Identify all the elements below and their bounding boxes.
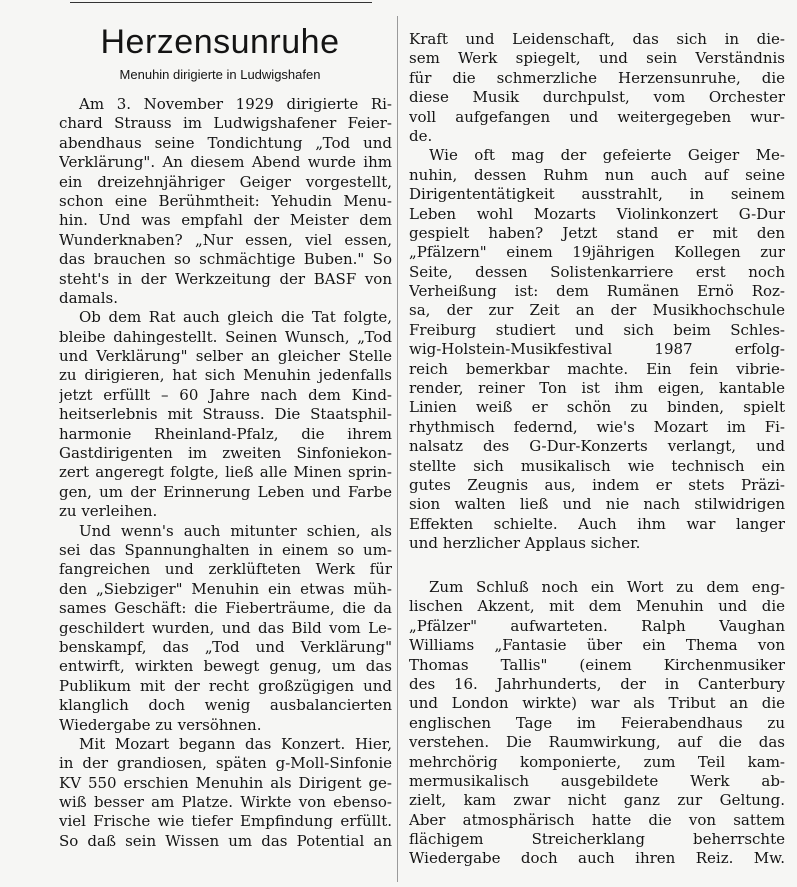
text-line: de. xyxy=(409,126,433,145)
text-line: zert angeregt folgte, ließ alle Minen sprin- xyxy=(59,463,392,482)
text-line: fangreichen und zerklüfteten Werk für xyxy=(59,560,392,579)
text-line: und herzlicher Applaus sicher. xyxy=(409,534,641,553)
subheadline: Menuhin dirigierte in Ludwigshafen xyxy=(119,67,321,82)
text-line: mehrchörig komponierte, zum Teil kam- xyxy=(409,752,785,771)
text-line: gen, um der Erinnerung Leben und Farbe xyxy=(59,482,392,501)
text-line: Publikum mit der recht großzügigen und xyxy=(59,676,392,695)
text-line: So daß sein Wissen um das Potential an xyxy=(59,831,392,850)
left-column-text xyxy=(59,95,392,851)
text-line: rhythmisch federnd, wie's Mozart im Fi- xyxy=(409,417,785,436)
text-line: Gastdirigenten im zweiten Sinfoniekon- xyxy=(59,444,392,463)
text-line: für die schmerzliche Herzensunruhe, die xyxy=(409,68,785,87)
text-line: benskampf, das „Tod und Verklärung" xyxy=(59,637,392,656)
text-line: chard Strauss im Ludwigshafener Feier- xyxy=(59,114,392,133)
text-line: viel Frische wie tiefer Empfindung erfüllt. xyxy=(59,812,392,831)
text-line: geschildert wurden, und das Bild vom Le- xyxy=(59,618,392,637)
right-column-text-bottom xyxy=(409,578,785,869)
text-line: sa, der zur Zeit an der Musikhochschule xyxy=(409,301,785,320)
text-line: render, reiner Ton ist ihm eigen, kantable xyxy=(409,379,785,398)
text-line: Dirigententätigkeit ausstrahlt, in seinem xyxy=(409,185,785,204)
text-line: „Pfälzer" aufwarteten. Ralph Vaughan xyxy=(409,616,785,635)
top-rule xyxy=(70,2,372,3)
text-line: flächigem Streicherklang beherrschte xyxy=(409,830,785,849)
text-line: harmonie Rheinland-Pfalz, die ihrem xyxy=(59,424,392,443)
text-line: Verklärung". An diesem Abend wurde ihm xyxy=(59,153,392,172)
text-line: nuhin, dessen Ruhm nun auch auf seine xyxy=(409,165,785,184)
text-line: Kraft und Leidenschaft, das sich in die- xyxy=(409,30,785,48)
text-line: und London wirkte) war als Tribut an die xyxy=(409,694,785,713)
text-line: stellte sich musikalisch wie technisch ein xyxy=(409,456,785,475)
text-line: steht's in der Werkzeitung der BASF von xyxy=(59,269,392,288)
text-line: mermusikalisch ausgebildete Werk ab- xyxy=(409,771,785,790)
text-line: Leben wohl Mozarts Violinkonzert G-Dur xyxy=(409,204,785,223)
text-line: Thomas Tallis" (einem Kirchenmusiker xyxy=(409,655,785,674)
text-line: Freiburg studiert und sich beim Schles- xyxy=(409,320,785,339)
text-line: gespielt haben? Jetzt stand er mit den xyxy=(409,223,785,242)
text-line: Verheißung ist: dem Rumänen Ernö Roz- xyxy=(409,282,785,301)
text-line: wig-Holstein-Musikfestival 1987 erfolg- xyxy=(409,340,785,359)
text-line: KV 550 erschien Menuhin als Dirigent ge- xyxy=(59,773,392,792)
text-line: Wiedergabe doch auch ihren Reiz. Mw. xyxy=(409,849,785,868)
text-line: Ob dem Rat auch gleich die Tat folgte, xyxy=(79,308,392,327)
text-line: wiß besser am Platze. Wirkte von ebenso- xyxy=(59,793,392,812)
text-line: heitserlebnis mit Strauss. Die Staatsphil- xyxy=(59,405,392,424)
text-line: sames Geschäft: die Fieberträume, die da xyxy=(59,599,392,618)
text-line: sem Werk spiegelt, und sein Verständnis xyxy=(409,49,785,68)
text-line: reich bemerkbar machte. Ein fein vibrie- xyxy=(409,359,785,378)
text-line: Am 3. November 1929 dirigierte Ri- xyxy=(79,95,392,113)
text-line: schon eine Berühmtheit: Yehudin Menu- xyxy=(59,191,392,210)
text-line: diese Musik durchpulst, vom Orchester xyxy=(409,88,785,107)
text-line: zu dirigieren, hat sich Menuhin jedenfalls xyxy=(59,366,392,385)
text-line: Aber atmosphärisch hatte die von sattem xyxy=(409,810,785,829)
text-line: Zum Schluß noch ein Wort zu dem eng- xyxy=(429,578,785,596)
text-line: Wunderknaben? „Nur essen, viel essen, xyxy=(59,230,392,249)
text-line: entwirft, wirkten bewegt genug, um das xyxy=(59,657,392,676)
text-line: zu verleihen. xyxy=(59,502,158,521)
text-line: englischen Tage im Feierabendhaus zu xyxy=(409,713,785,732)
text-line: Mit Mozart begann das Konzert. Hier, xyxy=(79,734,392,753)
text-line: bleibe dahingestellt. Seinen Wunsch, „Tod xyxy=(59,327,392,346)
text-line: abendhaus seine Tondichtung „Tod und xyxy=(59,133,392,152)
text-line: Effekten schielte. Auch ihm war langer xyxy=(409,514,785,533)
text-line: verstehen. Die Raumwirkung, auf die das xyxy=(409,733,785,752)
text-line: lischen Akzent, mit dem Menuhin und die xyxy=(409,597,785,616)
headline: Herzensunruhe xyxy=(100,23,340,61)
text-line: des 16. Jahrhunderts, der in Canterbury xyxy=(409,674,785,693)
text-line: Wie oft mag der gefeierte Geiger Me- xyxy=(429,146,785,165)
text-line: sion walten ließ und nie nach stilwidrigen xyxy=(409,495,785,514)
text-line: Seite, dessen Solistenkarriere erst noch xyxy=(409,262,785,281)
text-line: den „Siebziger" Menuhin ein etwas müh- xyxy=(59,579,392,598)
text-line: hin. Und was empfahl der Meister dem xyxy=(59,211,392,230)
text-line: klanglich doch wenig ausbalancierten xyxy=(59,696,392,715)
text-line: Linien weiß er schön zu binden, spielt xyxy=(409,398,785,417)
text-line: gutes Zeugnis aus, indem er stets Präzi- xyxy=(409,475,785,494)
text-line: voll aufgefangen und weitergegeben wur- xyxy=(409,107,785,126)
column-rule xyxy=(397,16,398,882)
text-line: und Verklärung" selber an gleicher Stelle xyxy=(59,347,392,366)
text-line: zielt, kam zwar nicht ganz zur Geltung. xyxy=(409,791,785,810)
text-line: nalsatz des G-Dur-Konzerts verlangt, und xyxy=(409,437,785,456)
text-line: jetzt erfüllt – 60 Jahre nach dem Kind- xyxy=(59,385,392,404)
text-line: in der grandiosen, späten g-Moll-Sinfonie xyxy=(59,754,392,773)
text-line: Wiedergabe zu versöhnen. xyxy=(59,715,262,734)
text-line: „Pfälzern" einem 19jährigen Kollegen zur xyxy=(409,243,785,262)
text-line: damals. xyxy=(59,288,118,307)
text-line: Williams „Fantasie über ein Thema von xyxy=(409,636,785,655)
text-line: das brauchen so schmächtige Buben." So xyxy=(59,250,392,269)
text-line: Und wenn's auch mitunter schien, als xyxy=(79,521,392,540)
text-line: sei das Spannunghalten in einem so um- xyxy=(59,540,392,559)
text-line: ein dreizehnjähriger Geiger vorgestellt, xyxy=(59,172,392,191)
right-column-text-top xyxy=(409,30,785,554)
